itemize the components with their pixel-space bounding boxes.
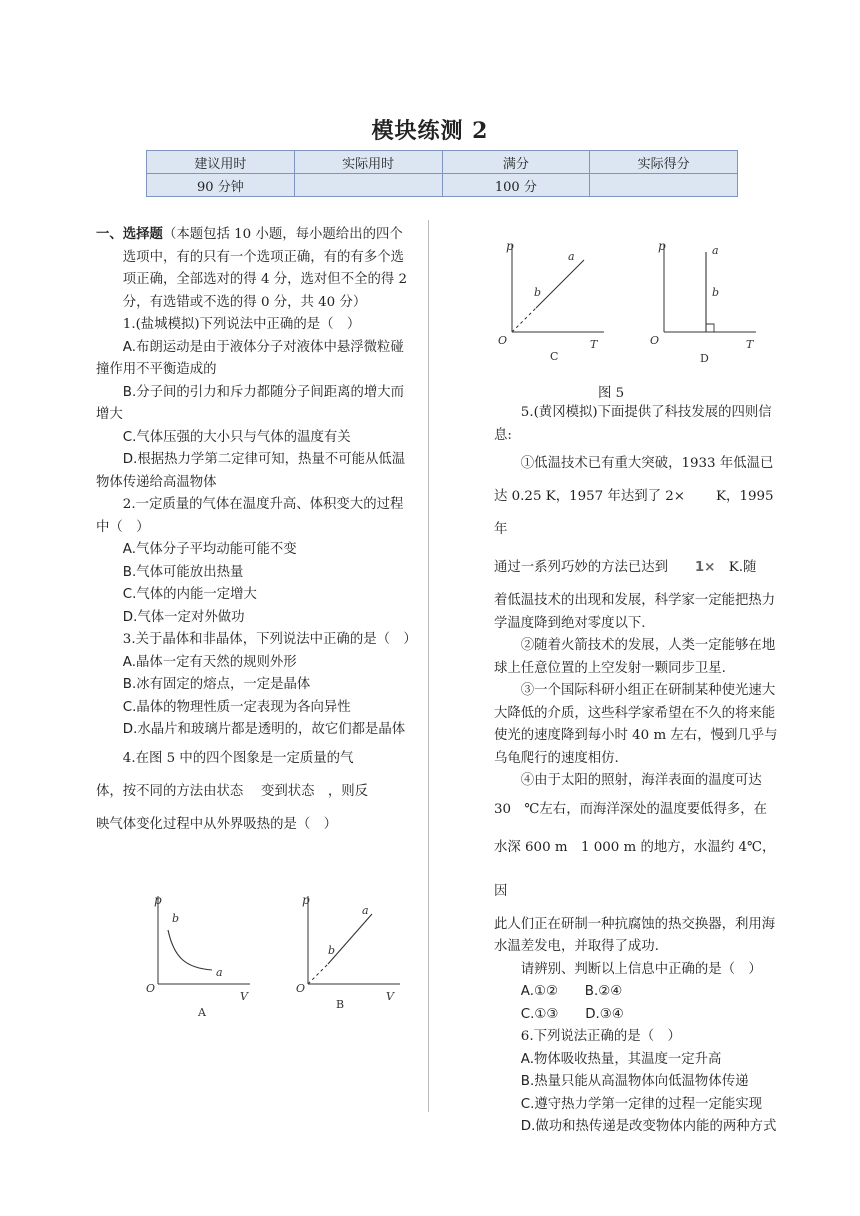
q3-option-d: D.水晶片和玻璃片都是透明的，故它们都是晶体 [122, 722, 406, 737]
figure-b-a-label: a [362, 904, 369, 917]
figure-a-curve [168, 930, 212, 970]
q1-option-a: A.布朗运动是由于液体分子对液体中悬浮微粒碰撞作用不平衡造成的 [96, 339, 404, 377]
figure-d-right-angle-mark [706, 324, 714, 332]
q1-option-c: C.气体压强的大小只与气体的温度有关 [122, 429, 351, 445]
q6-option-a: A.物体吸收热量，其温度一定升高 [520, 1051, 722, 1067]
q5-options-ab: A.①② B.②④ [520, 984, 623, 999]
figure-a-p-label: p [154, 893, 162, 907]
figure-b-caption: B [336, 998, 345, 1011]
q1-option-b: B.分子间的引力和斥力都随分子间距离的增大而增大 [96, 384, 405, 422]
q2-stem: 2.一定质量的气体在温度升高、体积变大的过程中（ ） [96, 497, 404, 535]
q5-stem: 5.(黄冈模拟)下面提供了科技发展的四则信息: [494, 405, 772, 443]
section-label: 一、选择题 [96, 226, 163, 242]
figure-d-caption: D [700, 352, 709, 365]
section-heading [96, 223, 416, 314]
q5-info-3: ③一个国际科研小组正在研制某种使光速大大降低的介质，这些科学家希望在不久的将来能使光的速度降到每小时 40 m 左右，慢到几乎与乌龟爬行的速度相仿. [494, 683, 778, 766]
figure-c-t-label: T [590, 338, 598, 351]
q6-option-b: B.热量只能从高温物体向低温物体传递 [520, 1074, 749, 1089]
left-column [96, 223, 416, 841]
q3-option-a: A.晶体一定有天然的规则外形 [122, 654, 297, 670]
q5-info-4-rest: 此人们正在研制一种抗腐蚀的热交换器，利用海水温差发电，并取得了成功. [494, 916, 776, 954]
figure-d-b-label: b [712, 286, 720, 299]
q5-ask: 请辨别、判断以上信息中正确的是（ ） [520, 961, 762, 977]
right-column [494, 402, 780, 1139]
header-suggested-time: 建议用时 [147, 151, 295, 174]
figure-b-v-label: V [386, 990, 394, 1003]
q1-option-d: D.根据热力学第二定律可知，热量不可能从低温物体传递给高温物体 [96, 452, 406, 490]
figure-c-caption: C [550, 350, 559, 363]
value-actual-time[interactable] [294, 174, 442, 197]
figure-c-origin: O [498, 334, 508, 347]
section-description: （本题包括 10 小题，每小题给出的四个选项中，有的只有一个选项正确，有的有多个选项正确，全部选对的得 4 分，选对但不全的得 2 分，有选错或不选的得 0 分，共 40 分） [122, 227, 408, 310]
q5-info-2: ②随着火箭技术的发展，人类一定能够在地球上任意位置的上空发射一颗同步卫星. [494, 638, 776, 676]
q6-option-d: D.做功和热传递是改变物体内能的两种方式 [520, 1119, 777, 1134]
q2-option-a: A.气体分子平均动能可能不变 [122, 542, 297, 557]
value-suggested-time: 90 分钟 [147, 174, 295, 197]
figure-a-a-label: a [216, 966, 223, 979]
q5-info-4-line-1: ④由于太阳的照射，海洋表面的温度可达 [520, 773, 762, 788]
header-actual-score: 实际得分 [590, 151, 738, 174]
figure-d-p-label: p [658, 239, 666, 253]
q5-info-1-line-2: 达 0.25 K，1957 年达到了 2× K，1995 年 [494, 489, 774, 537]
q2-option-b: B.气体可能放出热量 [122, 564, 244, 580]
value-full-score: 100 分 [442, 174, 590, 197]
figure-d-graph [646, 236, 766, 368]
info-table-header-row [147, 151, 738, 174]
info-table-value-row [147, 174, 738, 197]
value-actual-score[interactable] [590, 174, 738, 197]
figure-a-origin: O [146, 982, 156, 995]
figure-c-p-label: p [506, 239, 514, 253]
q4-line-1: 4.在图 5 中的四个图象是一定质量的气 [122, 750, 354, 766]
q5-info-4-line-2: 30 ℃左右，而海洋深处的温度要低得多，在 [494, 801, 768, 817]
figure-c-b-label: b [534, 286, 542, 299]
q5-info-1-line-1: ①低温技术已有重大突破，1933 年低温已 [520, 456, 774, 471]
q2-option-c: C.气体的内能一定增大 [122, 587, 257, 602]
figure-c-graph [494, 236, 614, 368]
q3-option-c: C.晶体的物理性质一定表现为各向异性 [122, 699, 351, 715]
page-title: 模块练测 2 [371, 118, 489, 144]
column-divider [428, 220, 429, 1112]
q4-line-2: 体，按不同的方法由状态 变到状态 ，则反 [96, 783, 369, 799]
figure-b-graph [290, 892, 410, 1022]
q4-line-3: 映气体变化过程中从外界吸热的是（ ） [96, 816, 338, 832]
q1-stem: 1.(盐城模拟)下列说法中正确的是（ ） [122, 317, 361, 332]
q5-info-1-rest: 着低温技术的出现和发展，科学家一定能把热力学温度降到绝对零度以下. [494, 593, 776, 631]
q3-option-b: B.冰有固定的熔点，一定是晶体 [122, 677, 311, 692]
figure-a-graph [140, 892, 260, 1022]
figure-b-dashed-extension [308, 964, 328, 984]
figure-5-caption: 图 5 [598, 386, 625, 401]
q5-info-1-line-3: 通过一系列巧妙的方法已达到 1× K.随 [494, 560, 757, 575]
figure-d-a-label: a [712, 244, 719, 257]
q6-option-c: C.遵守热力学第一定律的过程一定能实现 [520, 1096, 763, 1112]
q3-stem: 3.关于晶体和非晶体，下列说法中正确的是（ ） [122, 632, 417, 647]
q2-option-d: D.气体一定对外做功 [122, 609, 245, 625]
figure-d-t-label: T [746, 338, 754, 351]
figure-c-a-label: a [568, 250, 575, 263]
q5-info-4-line-3: 水深 600 m 1 000 m 的地方，水温约 4℃，因 [494, 839, 776, 899]
header-actual-time: 实际用时 [294, 151, 442, 174]
figure-a-b-label: b [172, 912, 180, 925]
figure-b-origin: O [296, 982, 306, 995]
figure-c-dashed-extension [512, 308, 536, 332]
figure-b-p-label: p [302, 893, 310, 907]
figure-d-origin: O [650, 334, 660, 347]
q5-options-cd: C.①③ D.③④ [520, 1006, 624, 1022]
figure-a-v-label: V [240, 990, 248, 1003]
figure-c-line [536, 260, 584, 308]
figure-a-caption: A [198, 1006, 206, 1019]
info-table [146, 150, 738, 197]
header-full-score: 满分 [442, 151, 590, 174]
figure-b-b-label: b [328, 944, 336, 957]
q6-stem: 6.下列说法正确的是（ ） [520, 1029, 681, 1044]
